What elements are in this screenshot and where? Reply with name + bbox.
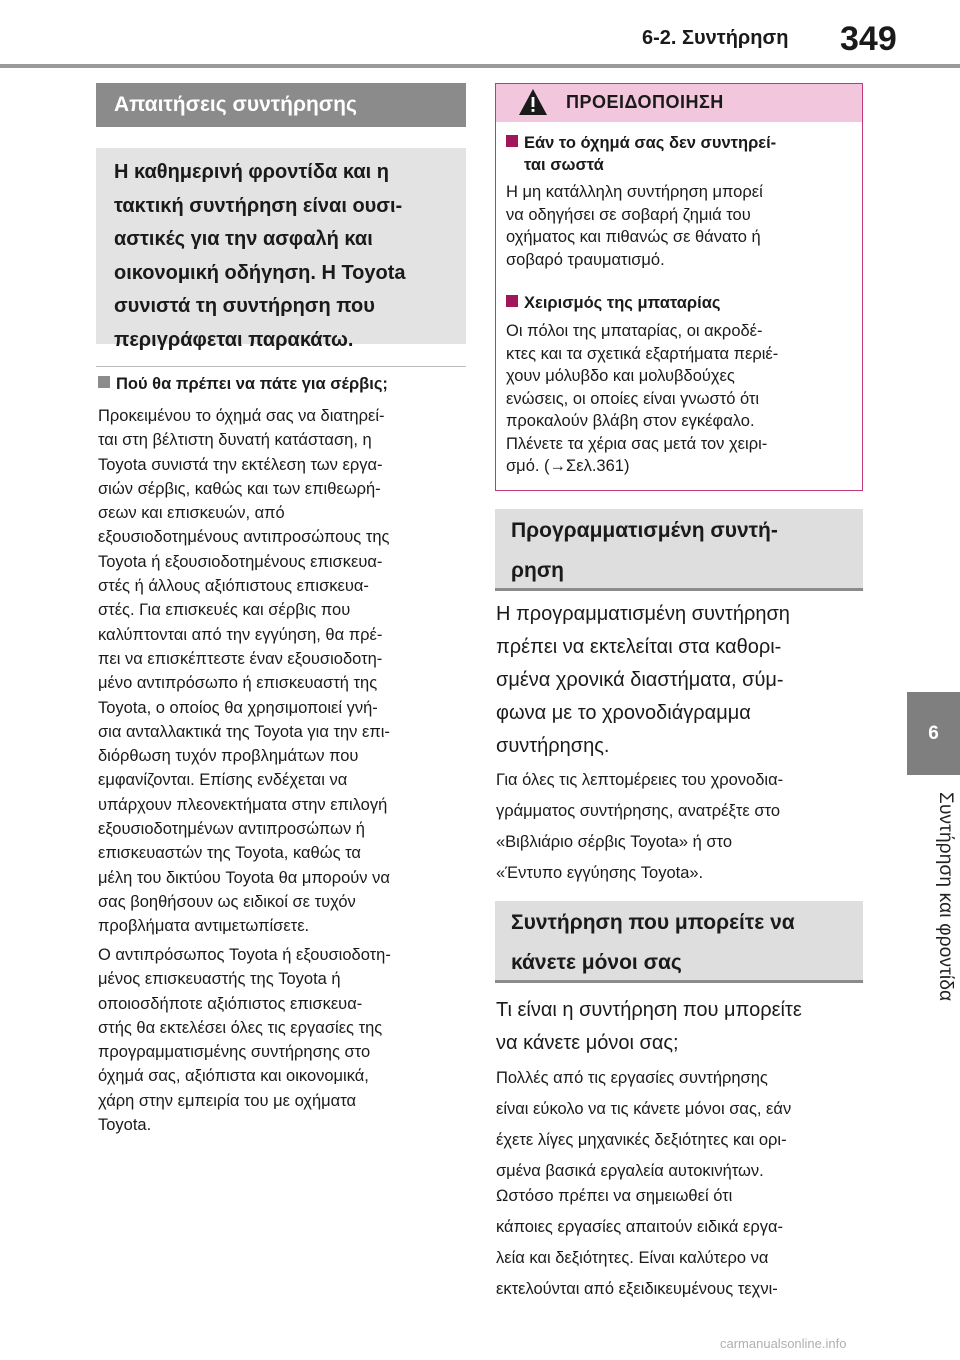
subheading-text: Πού θα πρέπει να πάτε για σέρβις; bbox=[116, 375, 388, 393]
text-line: στές ή άλλους αξιόπιστους επισκευα- bbox=[98, 577, 369, 596]
text-line: σμένα χρονικά διαστήματα, σύμ- bbox=[496, 669, 784, 691]
text-line: διόρθωση τυχόν προβλημάτων που bbox=[98, 747, 359, 766]
text-line: Οι πόλοι της μπαταρίας, οι ακροδέ- bbox=[506, 322, 763, 340]
text-line: Toyota ή εξουσιοδοτημένους επισκευα- bbox=[98, 552, 383, 571]
diy-paragraph-2 bbox=[496, 1181, 783, 1305]
chapter-side-label: Συντήρηση και φροντίδα bbox=[935, 792, 956, 1002]
paragraph-dealer bbox=[98, 943, 468, 1137]
intro-line: οικονομική οδήγηση. Η Toyota bbox=[114, 261, 406, 284]
divider bbox=[96, 366, 466, 367]
text-line: σμένα βασικά εργαλεία αυτοκινήτων. bbox=[496, 1162, 764, 1180]
warning-box bbox=[495, 83, 863, 491]
text-line: Τι είναι η συντήρηση που μπορείτε bbox=[496, 999, 802, 1021]
text-line: Προκειμένου το όχημά σας να διατηρεί- bbox=[98, 407, 385, 425]
warning-header bbox=[496, 84, 862, 122]
text-line: Για όλες τις λεπτομέρειες του χρονοδια- bbox=[496, 771, 784, 789]
heading-line: Συντήρηση που μπορείτε να bbox=[511, 911, 795, 934]
text-line: σας βοηθήσουν ως ειδικοί σε τυχόν bbox=[98, 892, 356, 911]
text-line: φωνα με το χρονοδιάγραμμα bbox=[496, 702, 751, 724]
text-line: γράμματος συντήρησης, ανατρέξτε στο bbox=[496, 802, 780, 820]
warning-item1-title-line: Εάν το όχημά σας δεν συντηρεί- bbox=[524, 134, 777, 152]
text-line: στής θα εκτελέσει όλες τις εργασίες της bbox=[98, 1018, 383, 1037]
text-line: Ωστόσο πρέπει να σημειωθεί ότι bbox=[496, 1187, 733, 1205]
diy-intro bbox=[496, 994, 802, 1060]
text-line: οχήματος και πιθανώς σε θάνατο ή bbox=[506, 228, 761, 246]
square-bullet-icon bbox=[98, 376, 110, 388]
text-line: σια ανταλλακτικά της Toyota για την επι- bbox=[98, 722, 390, 741]
text-line: Η μη κατάλληλη συντήρηση μπορεί bbox=[506, 183, 763, 201]
diy-paragraph-1 bbox=[496, 1063, 791, 1187]
text-line: κτες και τα σχετικά εξαρτήματα περιέ- bbox=[506, 344, 779, 363]
text-line: να οδηγήσει σε σοβαρή ζημιά του bbox=[506, 205, 751, 224]
section-heading-maintenance-requirements: Απαιτήσεις συντήρησης bbox=[96, 83, 466, 127]
text-line: προγραμματισμένης συντήρησης στο bbox=[98, 1043, 371, 1062]
text-line: εξουσιοδοτημένους αντιπροσώπους της bbox=[98, 528, 390, 547]
text-line: Πολλές από τις εργασίες συντήρησης bbox=[496, 1069, 768, 1087]
heading-line: ρηση bbox=[511, 559, 565, 582]
intro-box bbox=[96, 148, 466, 351]
heading-line: κάνετε μόνοι σας bbox=[511, 951, 682, 974]
text-line: «Έντυπο εγγύησης Toyota». bbox=[496, 864, 704, 882]
text-line: σεων και επισκευών, από bbox=[98, 504, 285, 523]
section-heading-diy-maintenance bbox=[495, 901, 863, 983]
square-bullet-icon bbox=[506, 295, 518, 307]
text-line: Toyota. bbox=[98, 1116, 152, 1135]
square-bullet-icon bbox=[506, 135, 518, 147]
intro-line: συνιστά τη συντήρηση που bbox=[114, 295, 375, 317]
scheduled-intro bbox=[496, 598, 790, 763]
text-line: προκαλούν βλάβη στον εγκέφαλο. bbox=[506, 412, 755, 430]
intro-line: Η καθημερινή φροντίδα και η bbox=[114, 161, 389, 183]
page-reference-link[interactable]: σμό. (→Σελ.361) bbox=[506, 457, 630, 475]
intro-line: περιγράφεται παρακάτω. bbox=[114, 328, 354, 351]
text-line: Πλένετε τα χέρια σας μετά τον χειρι- bbox=[506, 434, 768, 453]
chapter-tab[interactable]: 6 bbox=[907, 692, 960, 775]
text-line: έχετε λίγες μηχανικές δεξιότητες και ορι- bbox=[496, 1131, 787, 1149]
text-line: υπάρχουν πλεονεκτήματα στην επιλογή bbox=[98, 795, 388, 814]
text-line: οποιοσδήποτε αξιόπιστος επισκευα- bbox=[98, 994, 363, 1013]
watermark: carmanualsonline.info bbox=[720, 1336, 847, 1351]
text-line: να κάνετε μόνοι σας; bbox=[496, 1032, 679, 1054]
text-line: Toyota, ο οποίος θα χρησιμοποιεί γνή- bbox=[98, 698, 378, 717]
text-line: ται στη βέλτιστη δυνατή κατάσταση, η bbox=[98, 431, 372, 450]
text-line: ενώσεις, οι οποίες είναι γνωστό ότι bbox=[506, 389, 760, 408]
text-line: εξουσιοδοτημένων αντιπροσώπων ή bbox=[98, 820, 365, 839]
text-line: χάρη στην εμπειρία του με οχήματα bbox=[98, 1091, 357, 1110]
text-line: είναι εύκολο να τις κάνετε μόνοι σας, εάν bbox=[496, 1100, 792, 1118]
subheading-where-to-service bbox=[98, 375, 388, 394]
intro-line: αστικές για την ασφαλή και bbox=[114, 228, 373, 250]
text-line: πει να επισκέπτεστε έναν εξουσιοδοτη- bbox=[98, 649, 383, 668]
warning-item1-text bbox=[506, 181, 763, 271]
warning-item1-title-line: ται σωστά bbox=[524, 156, 604, 174]
section-heading-scheduled-maintenance bbox=[495, 509, 863, 591]
text-line: κάποιες εργασίες απαιτούν ειδικά εργα- bbox=[496, 1218, 784, 1236]
intro-line: τακτική συντήρηση είναι ουσι- bbox=[114, 194, 403, 217]
text-line: λεία και δεξιότητες. Είναι καλύτερο να bbox=[496, 1249, 769, 1267]
text-line: καλύπτονται από την εγγύηση, θα πρέ- bbox=[98, 625, 383, 644]
warning-item2-title bbox=[506, 292, 720, 314]
text-line: μέλη του δικτύου Toyota θα μπορούν να bbox=[98, 868, 390, 887]
text-line: εκτελούνται από εξειδικευμένους τεχνι- bbox=[496, 1280, 778, 1298]
text-line: Ο αντιπρόσωπος Toyota ή εξουσιοδοτη- bbox=[98, 946, 391, 964]
text-line: επισκευαστών της Toyota, καθώς τα bbox=[98, 844, 361, 863]
warning-title: ΠΡΟΕΙΔΟΠΟΙΗΣΗ bbox=[566, 92, 724, 112]
warning-item2-text bbox=[506, 320, 778, 478]
text-line: σιών σέρβις, καθώς και των επιθεωρή- bbox=[98, 479, 381, 498]
text-line: προβλήματα αντιμετωπίσετε. bbox=[98, 917, 310, 936]
text-line: στές. Για επισκευές και σέρβις που bbox=[98, 601, 351, 620]
page-number: 349 bbox=[840, 20, 897, 58]
text-line: μένος επισκευαστής της Toyota ή bbox=[98, 970, 341, 989]
text-line: Toyota συνιστά την εκτέλεση των εργα- bbox=[98, 455, 383, 474]
running-header-title: 6-2. Συντήρηση bbox=[642, 27, 789, 49]
warning-triangle-icon bbox=[518, 88, 548, 116]
text-line: χουν μόλυβδο και μολυβδούχες bbox=[506, 367, 735, 385]
text-line: «Βιβλιάριο σέρβις Toyota» ή στο bbox=[496, 833, 733, 851]
text-line: όχημά σας, αξιόπιστα και οικονομικά, bbox=[98, 1067, 369, 1086]
text-line: Η προγραμματισμένη συντήρηση bbox=[496, 603, 790, 625]
text-line: πρέπει να εκτελείται στα καθορι- bbox=[496, 636, 782, 658]
text-line: εμφανίζονται. Επίσης ενδέχεται να bbox=[98, 771, 348, 790]
text-line: συντήρησης. bbox=[496, 735, 610, 757]
scheduled-detail bbox=[496, 765, 783, 889]
paragraph-where-to-service bbox=[98, 404, 468, 939]
heading-line: Προγραμματισμένη συντή- bbox=[511, 519, 778, 542]
text-line: μένο αντιπρόσωπο ή επισκευαστή της bbox=[98, 674, 378, 693]
warning-item2-title-text: Χειρισμός της μπαταρίας bbox=[524, 294, 721, 312]
warning-item1-title bbox=[506, 132, 776, 176]
header-rule bbox=[0, 64, 960, 68]
text-line: σοβαρό τραυματισμό. bbox=[506, 250, 665, 269]
